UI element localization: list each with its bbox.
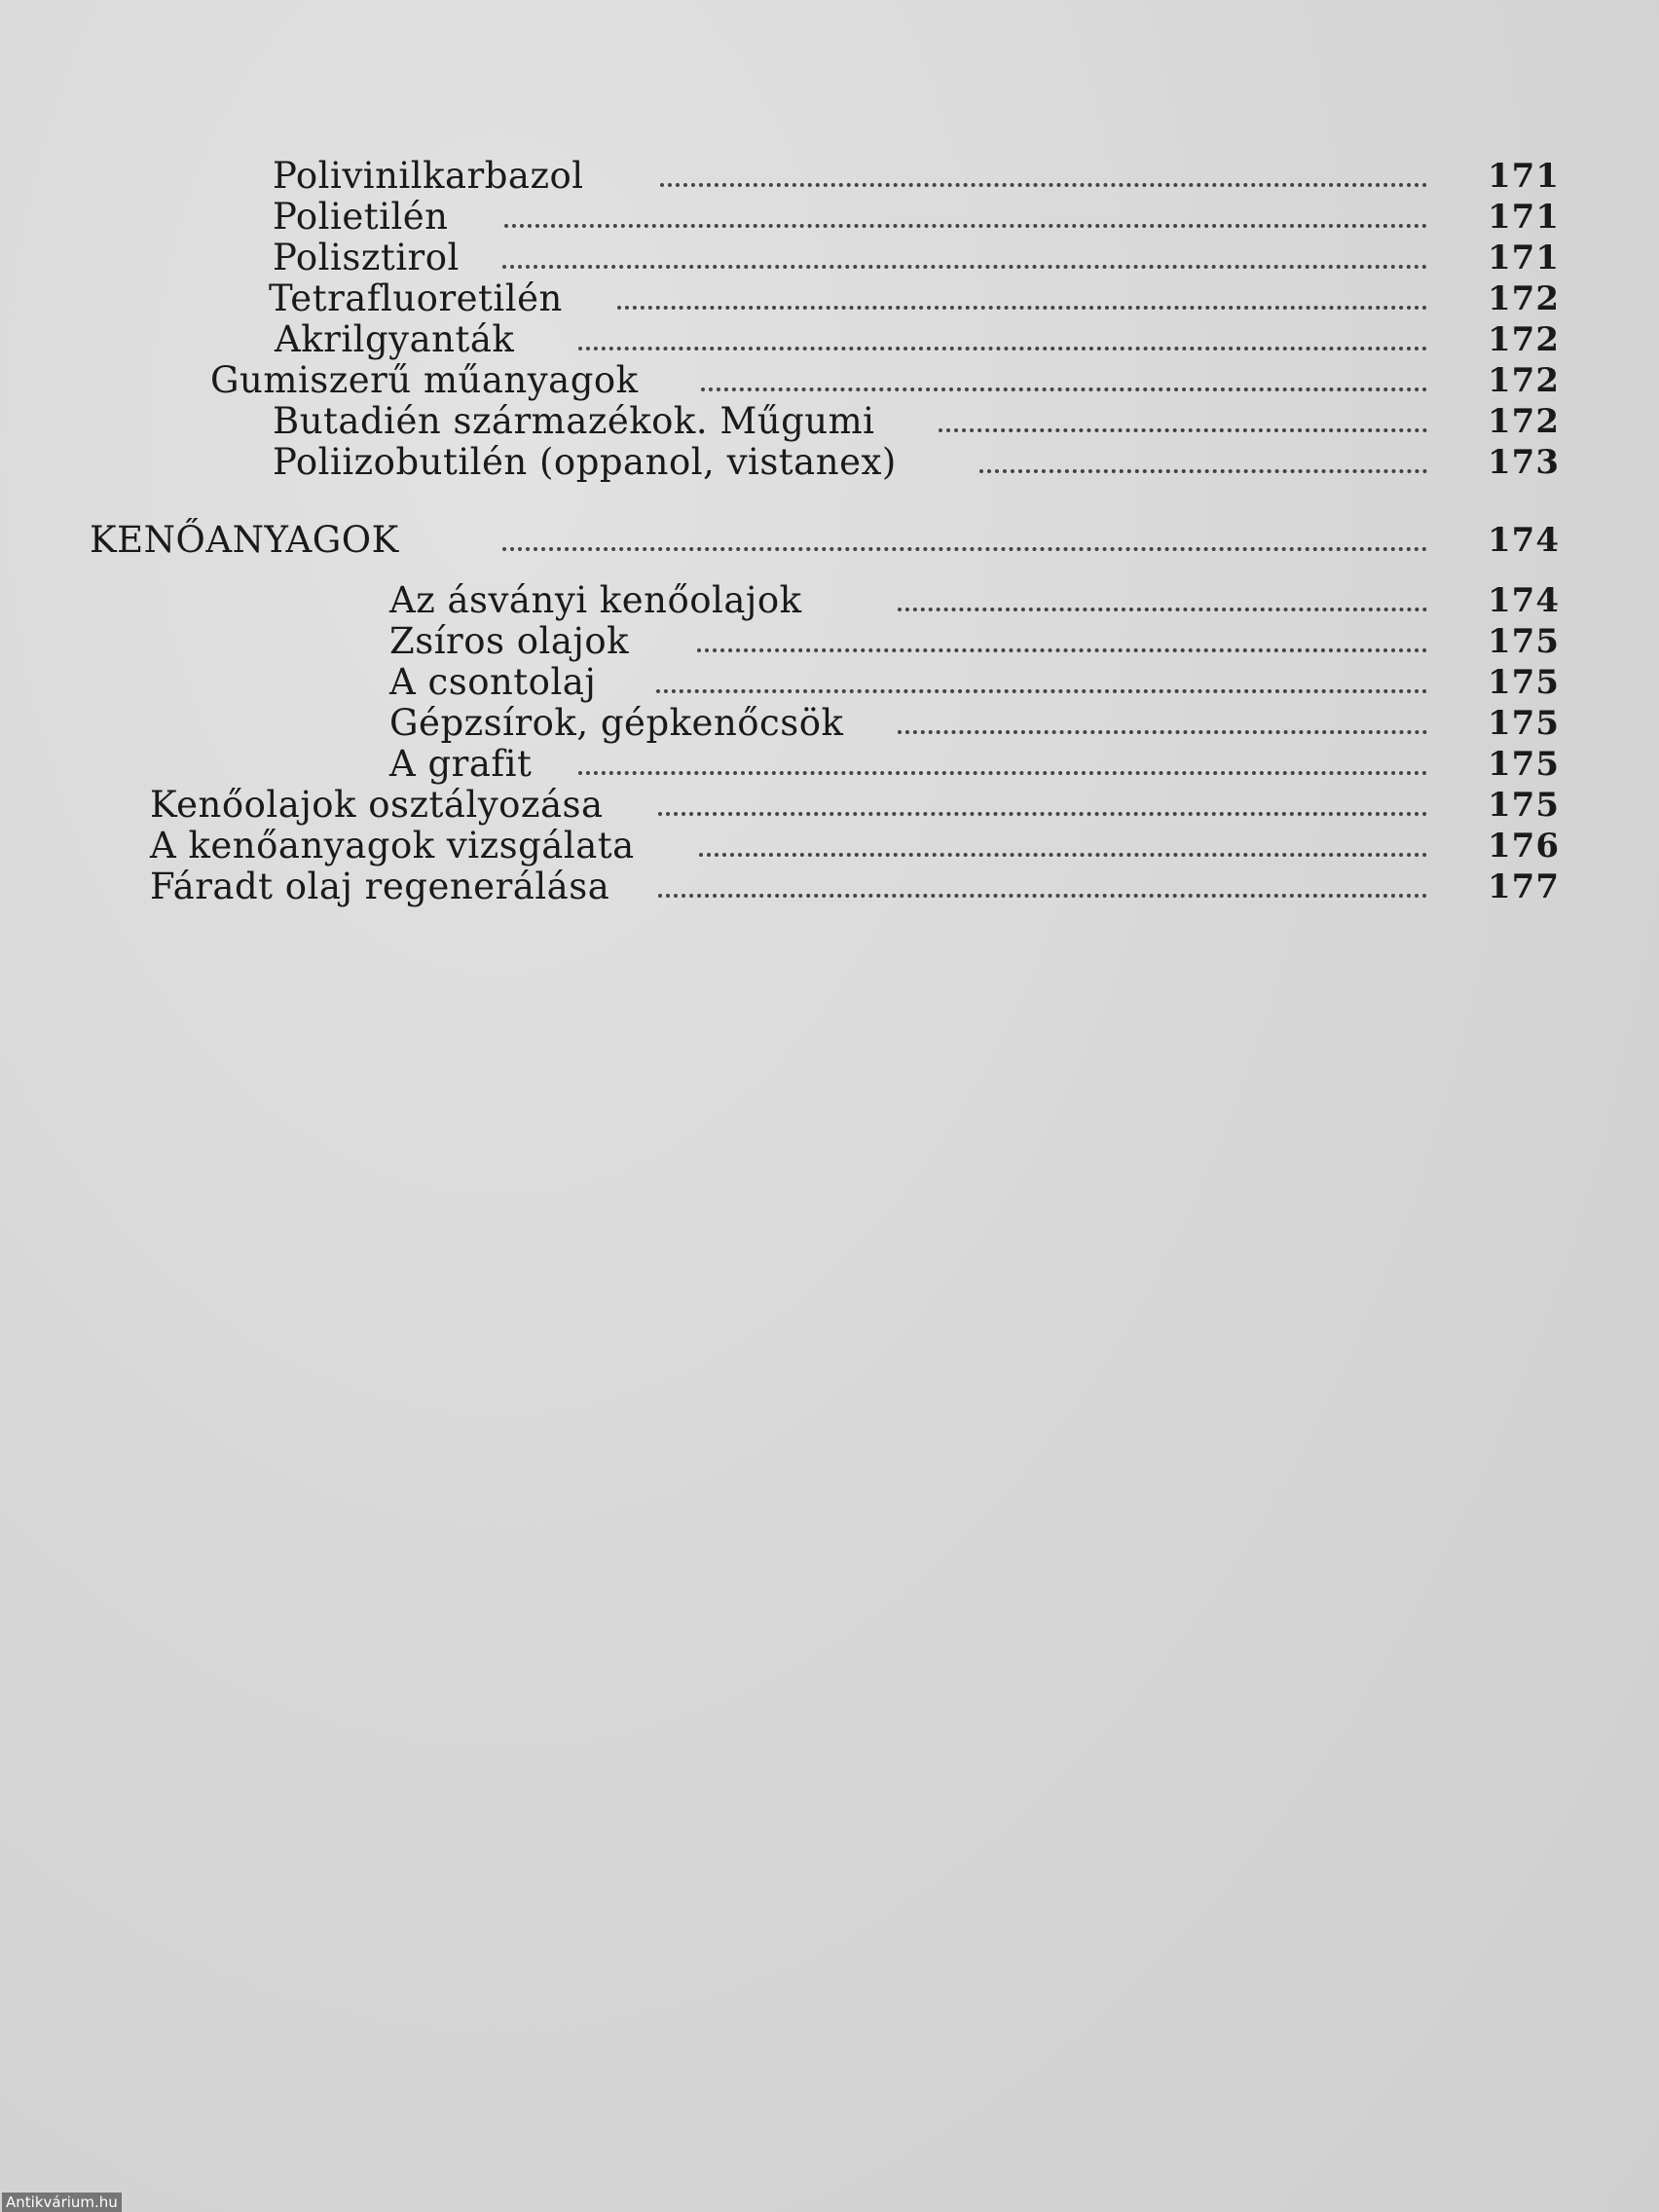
dot-leader (898, 724, 1427, 734)
toc-entry-title: Polisztirol (273, 237, 460, 278)
toc-entry (0, 703, 1659, 744)
toc-entry-page: 171 (1488, 157, 1560, 196)
toc-entry-title: Kenőolajok osztályozása (150, 784, 604, 826)
dot-leader (697, 643, 1427, 652)
dot-leader (660, 177, 1427, 187)
toc-entry (0, 401, 1659, 442)
toc-entry (0, 197, 1659, 238)
toc-entry (0, 360, 1659, 401)
toc-entry-page: 175 (1488, 663, 1560, 702)
toc-entry-title: Butadién származékok. Műgumi (273, 400, 875, 442)
dot-leader (656, 683, 1427, 693)
toc-entry-page: 175 (1488, 786, 1560, 825)
toc-entry-title: Polietilén (273, 196, 449, 238)
dot-leader (979, 463, 1427, 473)
toc-entry-page: 171 (1488, 198, 1560, 237)
toc-entry-title: Zsíros olajok (389, 620, 630, 662)
toc-entry-page: 174 (1488, 581, 1560, 620)
toc-entry-page: 172 (1488, 402, 1560, 441)
toc-entry (0, 866, 1659, 907)
toc-entry-page: 175 (1488, 745, 1560, 784)
toc-entry-page: 175 (1488, 622, 1560, 661)
toc-entry-title: A csontolaj (389, 661, 597, 703)
toc-entry-page: 173 (1488, 443, 1560, 482)
toc-entry-title: Gumiszerű műanyagok (210, 359, 639, 401)
toc-entry-page: 176 (1488, 827, 1560, 866)
dot-leader (502, 541, 1427, 551)
toc-section-heading (0, 520, 1659, 561)
toc-entry-title: A kenőanyagok vizsgálata (150, 825, 635, 866)
toc-entry (0, 621, 1659, 662)
toc-entry-title: Az ásványi kenőolajok (389, 579, 802, 621)
dot-leader (578, 765, 1427, 775)
toc-entry (0, 278, 1659, 319)
toc-entry-page: 171 (1488, 239, 1560, 277)
toc-entry-title: Fáradt olaj regenerálása (150, 866, 610, 907)
toc-entry-title: Tetrafluoretilén (269, 277, 563, 319)
toc-entry-page: 172 (1488, 279, 1560, 318)
dot-leader (504, 218, 1427, 228)
dot-leader (939, 423, 1427, 432)
dot-leader (658, 806, 1427, 816)
dot-leader (898, 602, 1427, 611)
toc-entry-title: KENŐANYAGOK (90, 519, 399, 561)
dot-leader (699, 847, 1427, 857)
toc-entry-title: Gépzsírok, gépkenőcsök (389, 702, 844, 744)
toc-entry-page: 172 (1488, 361, 1560, 400)
dot-leader (658, 888, 1427, 898)
toc-entry (0, 826, 1659, 866)
toc-entry (0, 238, 1659, 278)
dot-leader (578, 341, 1427, 350)
toc-entry (0, 442, 1659, 483)
toc-entry (0, 744, 1659, 785)
toc-entry (0, 662, 1659, 703)
dot-leader (502, 259, 1427, 269)
toc-entry-title: Poliizobutilén (oppanol, vistanex) (273, 441, 897, 483)
toc-entry (0, 156, 1659, 197)
toc-entry-page: 172 (1488, 320, 1560, 359)
toc-entry-title: A grafit (389, 743, 533, 785)
toc-entry (0, 319, 1659, 360)
toc-entry-title: Akrilgyanták (275, 318, 515, 360)
watermark: Antikvárium.hu (2, 2193, 122, 2212)
toc-entry-title: Polivinilkarbazol (273, 155, 584, 197)
toc-entry (0, 785, 1659, 826)
toc-entry-page: 175 (1488, 704, 1560, 743)
dot-leader (617, 300, 1427, 310)
toc-entry (0, 580, 1659, 621)
toc-entry-page: 177 (1488, 867, 1560, 906)
dot-leader (701, 382, 1427, 391)
toc-entry-page: 174 (1488, 521, 1560, 560)
